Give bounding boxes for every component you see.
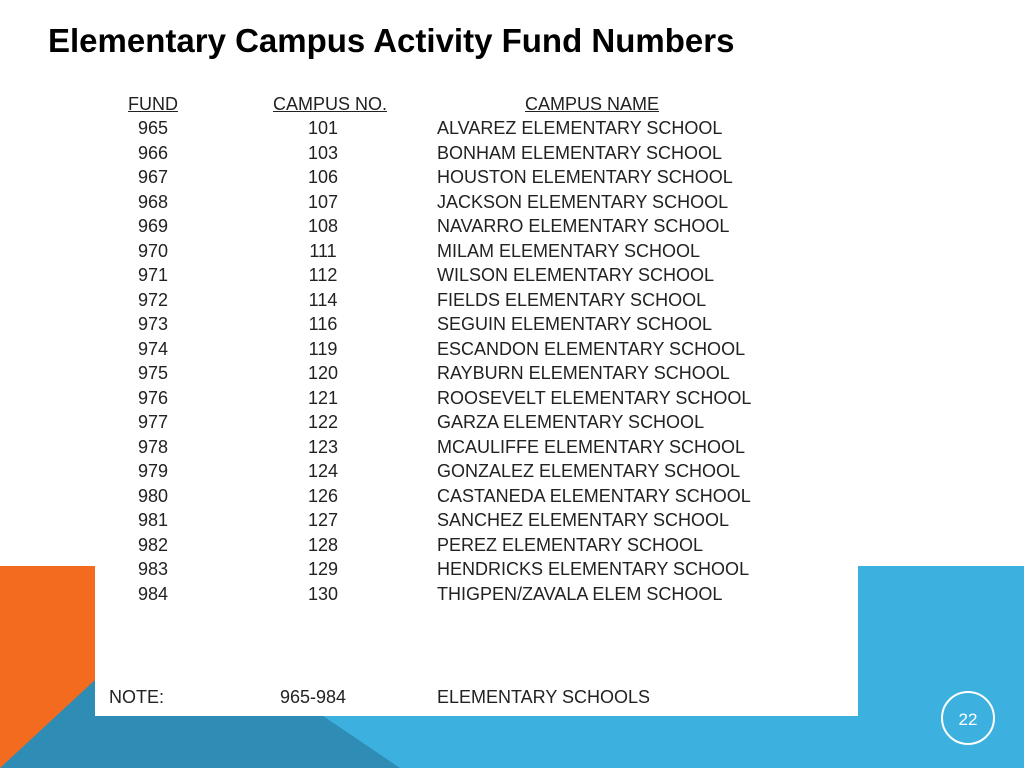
campus-name-cell: SANCHEZ ELEMENTARY SCHOOL [437, 510, 730, 530]
campus-name-cell: PEREZ ELEMENTARY SCHOOL [437, 534, 704, 555]
campus-no-cell: 112 [308, 265, 338, 285]
campus-no-cell: 122 [307, 412, 339, 432]
campus-name-cell: RAYBURN ELEMENTARY SCHOOL [437, 363, 730, 383]
campus-no-cell: 123 [307, 436, 339, 457]
table-row [95, 290, 858, 314]
campus-no-cell: 126 [307, 485, 339, 506]
campus-name-cell: JACKSON ELEMENTARY SCHOOL [437, 191, 729, 212]
table-row [95, 314, 858, 338]
fund-cell: 976 [137, 387, 169, 408]
campus-name-cell: HOUSTON ELEMENTARY SCHOOL [437, 167, 733, 187]
campus-name-cell: MILAM ELEMENTARY SCHOOL [437, 240, 701, 261]
table-row [95, 461, 858, 485]
campus-no-cell: 121 [307, 387, 339, 408]
campus-name-cell: ESCANDON ELEMENTARY SCHOOL [437, 338, 746, 359]
fund-cell: 970 [137, 240, 169, 261]
note-range: 965-984 [279, 687, 347, 707]
table-row [95, 192, 858, 216]
campus-no-cell: 103 [307, 142, 339, 163]
table-row [95, 265, 858, 289]
campus-no-cell: 106 [307, 167, 339, 187]
fund-cell: 979 [137, 461, 169, 481]
campus-name-cell: FIELDS ELEMENTARY SCHOOL [437, 289, 707, 310]
campus-no-cell: 108 [307, 216, 339, 236]
slide-title: Elementary Campus Activity Fund Numbers [48, 22, 735, 59]
table-row [95, 216, 858, 240]
table-row [95, 363, 858, 387]
campus-name-cell: MCAULIFFE ELEMENTARY SCHOOL [437, 436, 746, 457]
fund-cell: 981 [137, 510, 169, 530]
fund-cell: 978 [137, 436, 169, 457]
table-row [95, 241, 858, 265]
campus-name-cell: ROOSEVELT ELEMENTARY SCHOOL [437, 387, 752, 408]
campus-no-cell: 127 [307, 510, 339, 530]
fund-cell: 967 [137, 167, 169, 187]
campus-no-cell: 119 [308, 338, 338, 359]
table-row [95, 510, 858, 534]
header-campus-no: CAMPUS NO. [273, 94, 388, 114]
fund-cell: 966 [137, 142, 169, 163]
table-row [95, 167, 858, 191]
page-number-badge: 22 [941, 691, 995, 745]
campus-name-cell: SEGUIN ELEMENTARY SCHOOL [437, 314, 713, 334]
campus-no-cell: 116 [308, 314, 338, 334]
fund-cell: 973 [137, 314, 169, 334]
fund-cell: 977 [137, 412, 169, 432]
campus-no-cell: 101 [307, 118, 339, 138]
campus-no-cell: 120 [307, 363, 339, 383]
campus-name-cell: ALVAREZ ELEMENTARY SCHOOL [437, 118, 723, 138]
table-row [95, 584, 858, 608]
fund-cell: 983 [137, 559, 169, 579]
fund-cell: 969 [137, 216, 169, 236]
table-row [95, 118, 858, 142]
table-row [95, 412, 858, 436]
fund-cell: 974 [137, 338, 169, 359]
note-label: NOTE: [109, 687, 165, 707]
table-row [95, 486, 858, 510]
campus-name-cell: THIGPEN/ZAVALA ELEM SCHOOL [437, 583, 723, 604]
fund-cell: 975 [137, 363, 169, 383]
campus-name-cell: BONHAM ELEMENTARY SCHOOL [437, 142, 723, 163]
header-campus-name: CAMPUS NAME [524, 94, 659, 114]
fund-table [95, 88, 858, 716]
campus-name-cell: WILSON ELEMENTARY SCHOOL [437, 265, 715, 285]
header-fund: FUND [128, 94, 178, 114]
table-header-row [95, 94, 858, 118]
campus-no-cell: 107 [307, 191, 339, 212]
note-description: ELEMENTARY SCHOOLS [437, 687, 651, 707]
fund-cell: 982 [137, 534, 169, 555]
table-row [95, 535, 858, 559]
campus-name-cell: HENDRICKS ELEMENTARY SCHOOL [437, 559, 750, 579]
fund-cell: 972 [137, 289, 169, 310]
table-row [95, 437, 858, 461]
campus-name-cell: GONZALEZ ELEMENTARY SCHOOL [437, 461, 741, 481]
fund-cell: 971 [137, 265, 169, 285]
table-row [95, 339, 858, 363]
fund-cell: 965 [137, 118, 169, 138]
campus-name-cell: GARZA ELEMENTARY SCHOOL [437, 412, 705, 432]
table-row [95, 559, 858, 583]
campus-no-cell: 130 [307, 583, 339, 604]
campus-no-cell: 111 [309, 240, 337, 261]
fund-cell: 980 [137, 485, 169, 506]
table-row [95, 143, 858, 167]
table-row [95, 388, 858, 412]
fund-cell: 968 [137, 191, 169, 212]
campus-no-cell: 114 [308, 289, 338, 310]
campus-no-cell: 129 [307, 559, 339, 579]
campus-name-cell: NAVARRO ELEMENTARY SCHOOL [437, 216, 730, 236]
campus-name-cell: CASTANEDA ELEMENTARY SCHOOL [437, 485, 751, 506]
fund-cell: 984 [137, 583, 169, 604]
campus-no-cell: 128 [307, 534, 339, 555]
campus-no-cell: 124 [307, 461, 339, 481]
note-row [95, 687, 858, 711]
